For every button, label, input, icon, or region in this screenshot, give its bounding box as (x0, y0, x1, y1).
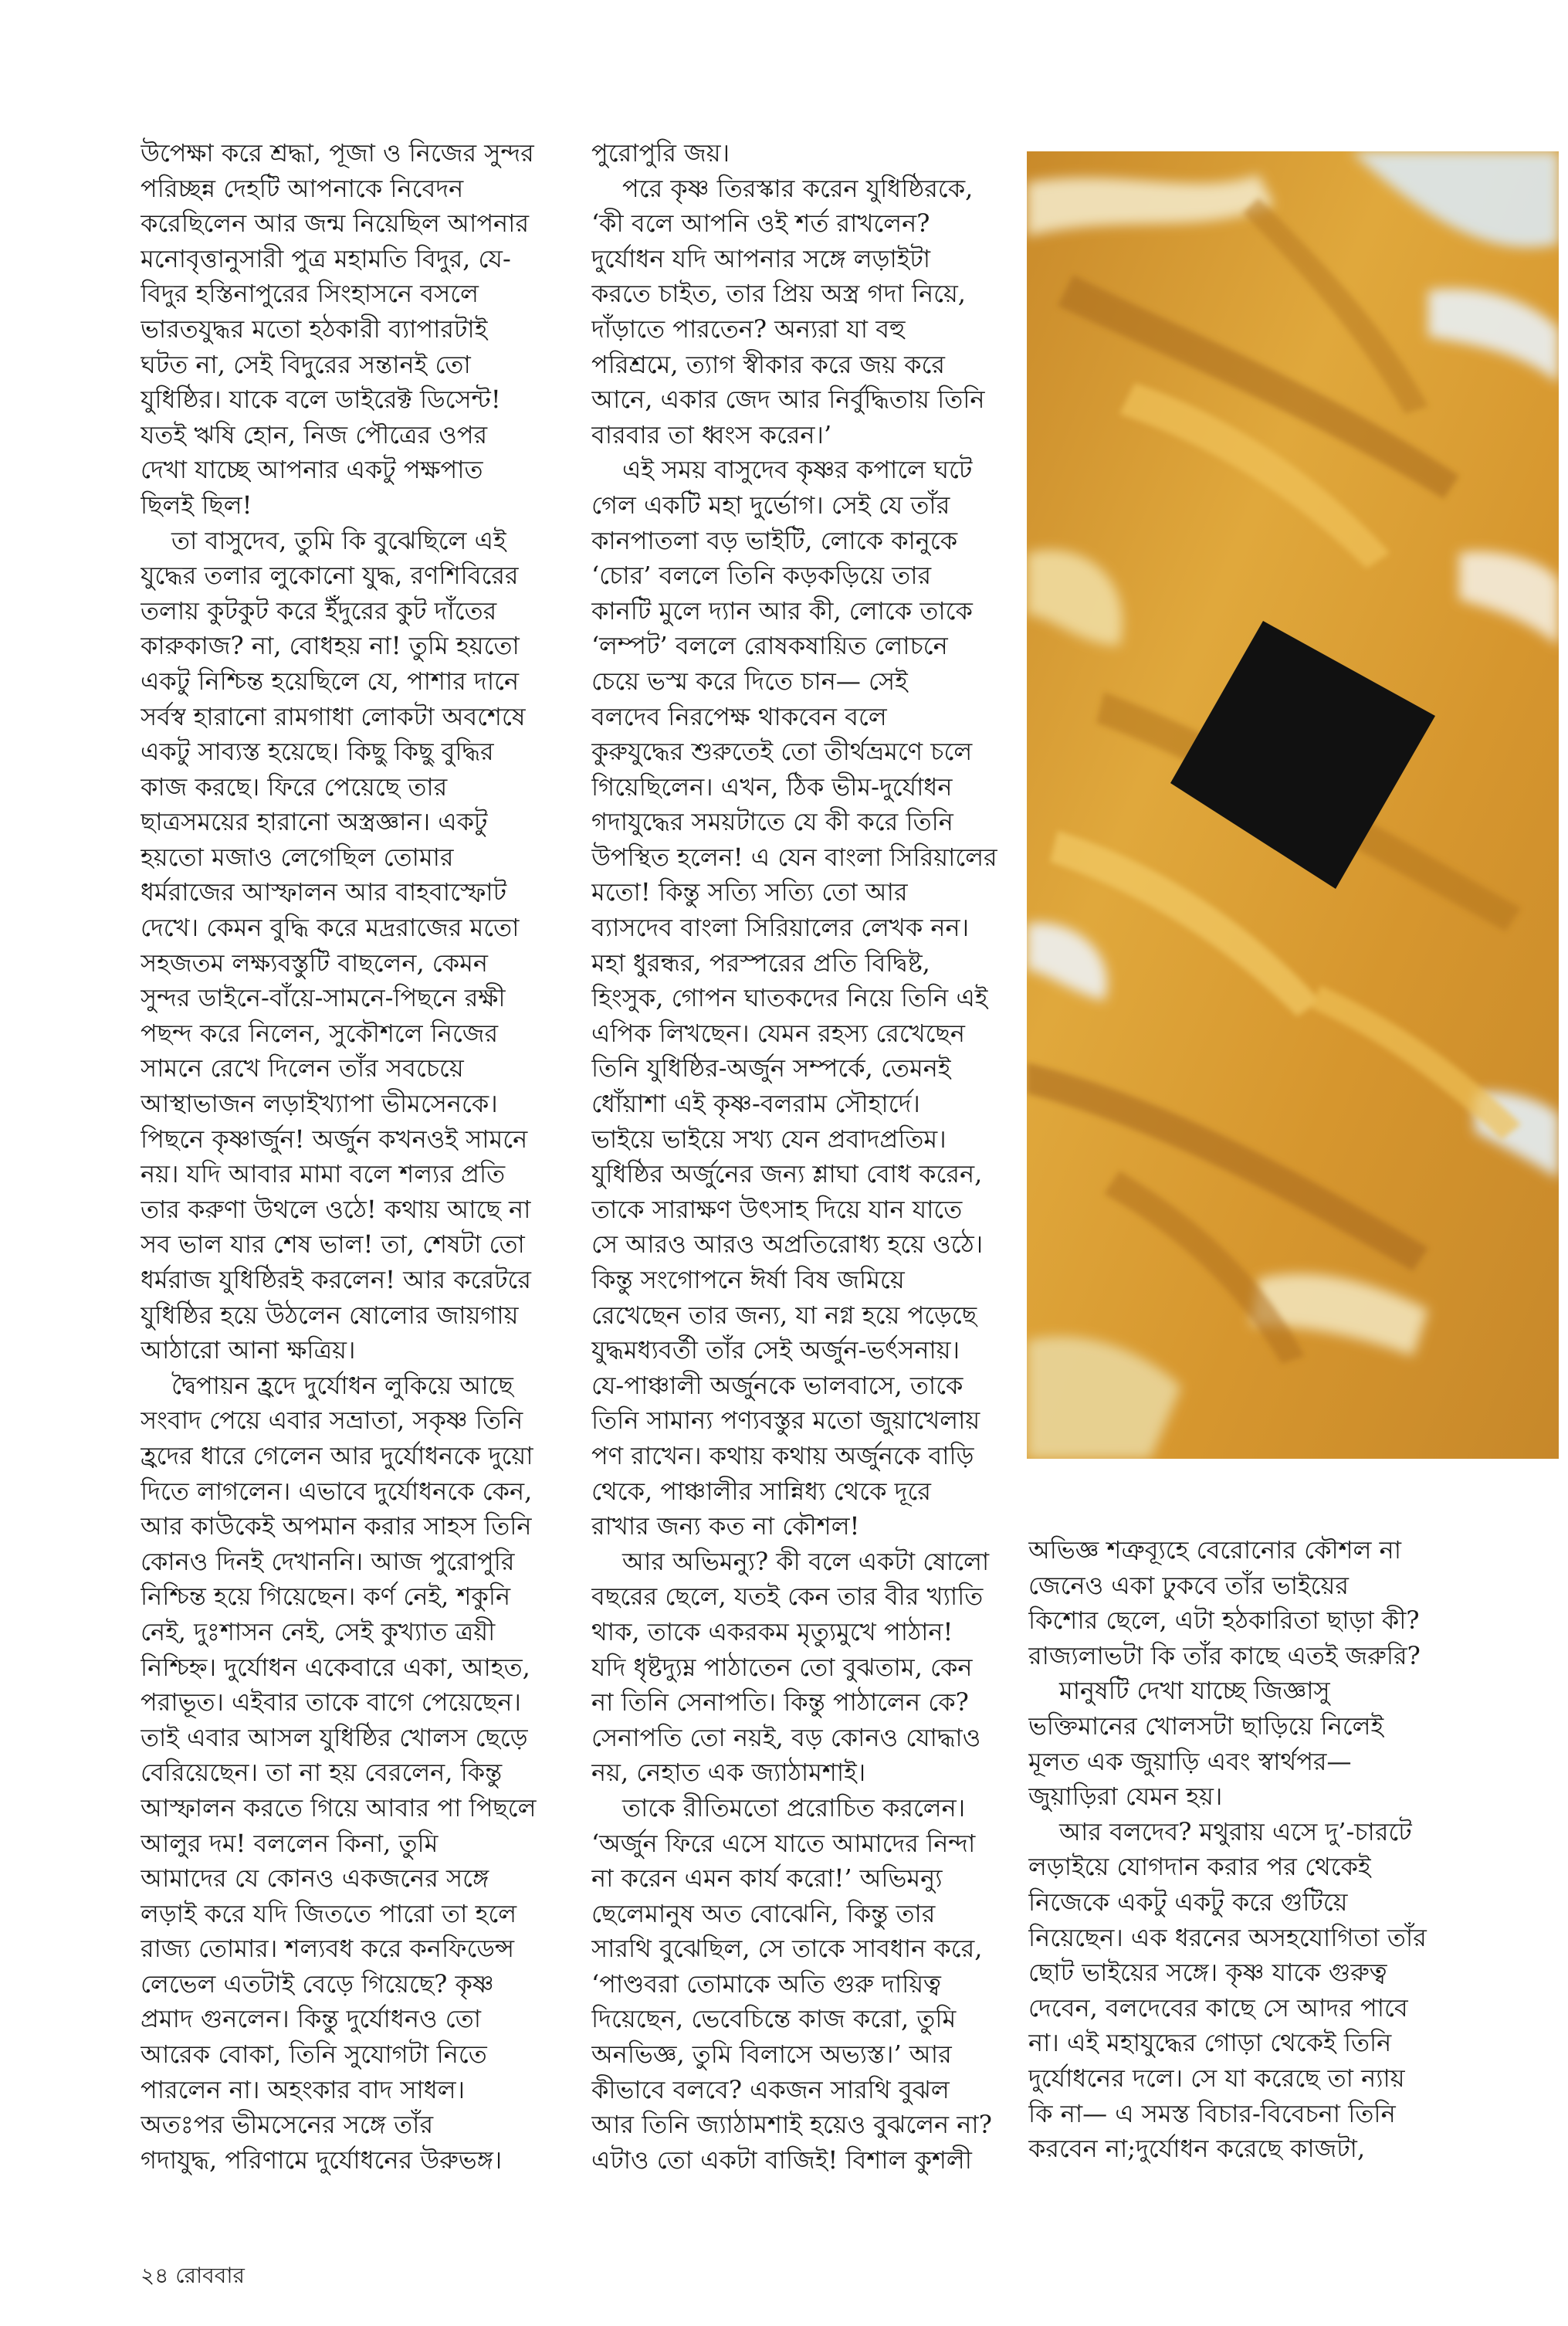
text-line: আর বলদেব? মথুরায় এসে দু’-চারটে (1059, 1816, 1412, 1846)
text-line: দিয়েছেন, ভেবেচিন্তে কাজ করো, তুমি (591, 2004, 957, 2034)
text-line: একটু নিশ্চিন্ত হয়েছিলে যে, পাশার দানে (141, 666, 520, 696)
text-line: সব ভাল যার শেষ ভাল! তা, শেষটা তো (141, 1229, 525, 1260)
text-line: তাই এবার আসল যুধিষ্ঠির খোলস ছেড়ে (141, 1722, 528, 1752)
text-line: দুর্যোধনের দলে। সে যা করেছে তা ন্যায় (1028, 2063, 1405, 2093)
text-line: আমাদের যে কোনও একজনের সঙ্গে (141, 1863, 489, 1894)
text-line: যদি ধৃষ্টদ্যুম্ন পাঠাতেন তো বুঝতাম, কেন (591, 1652, 973, 1682)
text-line: অভিজ্ঞ শত্রুব্যূহে বেরোনোর কৌশল না (1028, 1535, 1401, 1565)
text-line: না তিনি সেনাপতি। কিন্তু পাঠালেন কে? (591, 1687, 969, 1717)
text-line: রাখার জন্য কত না কৌশল! (591, 1511, 860, 1541)
text-line: ‘পাণ্ডবরা তোমাকে অতি গুরু দায়িত্ব (591, 1968, 941, 1999)
text-line: ছিলই ছিল! (141, 490, 252, 520)
text-line: গদাযুদ্ধের সময়টাতে যে কী করে তিনি (591, 807, 953, 837)
text-line: পুরোপুরি জয়। (591, 138, 730, 168)
article-column-1 (141, 136, 573, 2178)
text-line: পরাভূত। এইবার তাকে বাগে পেয়েছেন। (141, 1687, 521, 1717)
text-line: ভারতযুদ্ধর মতো হঠকারী ব্যাপারটাই (141, 314, 488, 344)
text-line: দাঁড়াতে পারতেন? অন্যরা যা বহু (591, 314, 906, 344)
text-line: ‘অর্জুন ফিরে এসে যাতে আমাদের নিন্দা (591, 1828, 976, 1858)
text-line: থাক, তাকে একরকম মৃত্যুমুখে পাঠান! (591, 1616, 953, 1646)
abstract-painting-illustration (1027, 151, 1559, 1459)
text-line: যুধিষ্ঠির। যাকে বলে ডাইরেক্ট ডিসেন্ট! (141, 385, 501, 415)
text-line: এই সময় বাসুদেব কৃষ্ণর কপালে ঘটে (622, 455, 973, 485)
text-line: কি না— এ সমস্ত বিচার-বিবেচনা তিনি (1028, 2098, 1396, 2128)
text-line: জুয়াড়িরা যেমন হয়। (1028, 1782, 1223, 1812)
text-line: ছেলেমানুষ অত বোঝেনি, কিন্তু তার (591, 1898, 936, 1928)
text-line: নিশ্চিন্ত হয়ে গিয়েছেন। কর্ণ নেই, শকুনি (141, 1582, 511, 1612)
text-line: যুধিষ্ঠির হয়ে উঠলেন ষোলোর জায়গায় (141, 1300, 519, 1330)
text-line: কাজ করছে। ফিরে পেয়েছে তার (141, 771, 448, 802)
text-line: লড়াইয়ে যোগদান করার পর থেকেই (1028, 1852, 1371, 1882)
text-line: কীভাবে বলবে? একজন সারথি বুঝল (591, 2074, 950, 2104)
text-line: রাজ্য তোমার। শল্যবধ করে কনফিডেন্স (141, 1934, 515, 1964)
text-line: নিশ্চিহ্ন। দুর্যোধন একেবারে একা, আহত, (141, 1652, 530, 1682)
text-line: কারুকাজ? না, বোধহয় না! তুমি হয়তো (141, 631, 520, 661)
text-line: ‘কী বলে আপনি ওই শর্ত রাখলেন? (591, 209, 930, 239)
text-line: নিয়েছেন। এক ধরনের অসহযোগিতা তাঁর (1028, 1922, 1427, 1952)
text-line: কিন্তু সংগোপনে ঈর্ষা বিষ জমিয়ে (591, 1265, 905, 1294)
painting-canvas (1027, 151, 1559, 1459)
text-line: ধোঁয়াশা এই কৃষ্ণ-বলরাম সৌহার্দে। (591, 1089, 920, 1119)
text-line: যুদ্ধমধ্যবর্তী তাঁর সেই অর্জুন-ভর্ৎসনায়। (591, 1335, 960, 1365)
text-line: বছরের ছেলে, যতই কেন তার বীর খ্যাতি (591, 1582, 984, 1612)
text-line: অতঃপর ভীমসেনের সঙ্গে তাঁর (141, 2110, 434, 2140)
page-folio: ২৪ রোববার (141, 2263, 245, 2288)
text-line: বিদুর হস্তিনাপুরের সিংহাসনে বসলে (141, 279, 479, 309)
text-line: ধর্মরাজ যুধিষ্ঠিরই করলেন! আর করেটরে (141, 1265, 531, 1294)
text-line: সংবাদ পেয়ে এবার সভ্রাতা, সকৃষ্ণ তিনি (141, 1405, 523, 1436)
text-line: আরেক বোকা, তিনি সুযোগটা নিতে (141, 2039, 487, 2070)
text-line: ছাত্রসময়ের হারানো অস্ত্রজ্ঞান। একটু (141, 807, 488, 837)
text-line: তার করুণা উথলে ওঠে! কথায় আছে না (141, 1194, 531, 1224)
text-line: পারলেন না। অহংকার বাদ সাধল। (141, 2074, 466, 2104)
text-line: রাজ্যলাভটা কি তাঁর কাছে এতই জরুরি? (1028, 1640, 1421, 1670)
text-line: মূলত এক জুয়াড়ি এবং স্বার্থপর— (1028, 1746, 1352, 1776)
text-line: ‘চোর’ বললে তিনি কড়কড়িয়ে তার (591, 561, 932, 591)
text-line: পণ রাখেন। কথায় কথায় অর্জুনকে বাড়ি (591, 1440, 974, 1470)
text-line: কানটি মুলে দ্যান আর কী, লোকে তাকে (591, 595, 973, 626)
text-line: যে-পাঞ্চালী অর্জুনকে ভালবাসে, তাকে (591, 1370, 963, 1400)
text-line: করেছিলেন আর জন্ম নিয়েছিল আপনার (141, 209, 530, 239)
text-line: দিতে লাগলেন। এভাবে দুর্যোধনকে কেন, (141, 1476, 533, 1506)
text-line: দুর্যোধন যদি আপনার সঙ্গে লড়াইটা (591, 243, 931, 273)
text-line: আলুর দম! বললেন কিনা, তুমি (141, 1828, 439, 1858)
text-line: না। এই মহাযুদ্ধের গোড়া থেকেই তিনি (1028, 2028, 1392, 2058)
text-line: তা বাসুদেব, তুমি কি বুঝেছিলে এই (171, 525, 506, 555)
text-line: গিয়েছিলেন। এখন, ঠিক ভীম-দুর্যোধন (591, 771, 953, 802)
text-line: আস্ফালন করতে গিয়ে আবার পা পিছলে (141, 1792, 537, 1822)
text-line: পছন্দ করে নিলেন, সুকৌশলে নিজের (141, 1018, 499, 1048)
text-line: হ্রদের ধারে গেলেন আর দুর্যোধনকে দুয়ো (141, 1440, 533, 1470)
text-line: এপিক লিখছেন। যেমন রহস্য রেখেছেন (591, 1018, 966, 1048)
text-line: পিছনে কৃষ্ণার্জুন! অর্জুন কখনওই সামনে (141, 1124, 528, 1154)
text-line: ভাইয়ে ভাইয়ে সখ্য যেন প্রবাদপ্রতিম। (591, 1124, 947, 1154)
text-line: তিনি যুধিষ্ঠির-অর্জুন সম্পর্কে, তেমনই (591, 1053, 951, 1083)
text-line: হয়তো মজাও লেগেছিল তোমার (141, 842, 454, 872)
text-line: পরিশ্রমে, ত্যাগ স্বীকার করে জয় করে (591, 349, 946, 379)
text-line: মনোবৃত্তানুসারী পুত্র মহামতি বিদুর, যে- (141, 243, 511, 273)
text-line: লেভেল এতটাই বেড়ে গিয়েছে? কৃষ্ণ (141, 1968, 494, 1999)
text-line: সারথি বুঝেছিল, সে তাকে সাবধান করে, (591, 1934, 983, 1964)
article-column-2 (591, 136, 1024, 2178)
text-line: উপস্থিত হলেন! এ যেন বাংলা সিরিয়ালের (591, 842, 997, 872)
text-line: সামনে রেখে দিলেন তাঁর সবচেয়ে (141, 1053, 464, 1083)
text-line: যুধিষ্ঠির অর্জুনের জন্য শ্লাঘা বোধ করেন, (591, 1159, 983, 1189)
text-line: গেল একটি মহা দুর্ভোগ। সেই যে তাঁর (591, 490, 950, 520)
text-line: থেকে, পাঞ্চালীর সান্নিধ্য থেকে দূরে (591, 1476, 931, 1506)
text-line: করবেন না;দুর্যোধন করেছে কাজটা, (1028, 2134, 1366, 2164)
text-line: ‘লম্পট’ বললে রোষকষায়িত লোচনে (591, 631, 948, 661)
text-line: করতে চাইত, তার প্রিয় অস্ত্র গদা নিয়ে, (591, 279, 966, 309)
text-line: বেরিয়েছেন। তা না হয় বেরলেন, কিন্তু (141, 1758, 503, 1788)
text-line: যুদ্ধের তলার লুকোনো যুদ্ধ, রণশিবিরের (141, 561, 519, 591)
text-line: আর কাউকেই অপমান করার সাহস তিনি (141, 1511, 532, 1541)
text-line: সুন্দর ডাইনে-বাঁয়ে-সামনে-পিছনে রক্ষী (141, 983, 506, 1013)
text-line: নয়। যদি আবার মামা বলে শল্যর প্রতি (141, 1159, 506, 1189)
text-line: সহজতম লক্ষ্যবস্তুটি বাছলেন, কেমন (141, 948, 489, 978)
text-line: কিশোর ছেলে, এটা হঠকারিতা ছাড়া কী? (1028, 1605, 1420, 1636)
text-line: সে আরও আরও অপ্রতিরোধ্য হয়ে ওঠে। (591, 1229, 984, 1260)
text-line: তিনি সামান্য পণ্যবস্তুর মতো জুয়াখেলায় (591, 1405, 980, 1436)
text-line: আঠারো আনা ক্ষত্রিয়। (141, 1335, 356, 1365)
text-line: মতো! কিন্তু সত্যি সত্যি তো আর (591, 877, 908, 907)
text-line: সেনাপতি তো নয়ই, বড় কোনও যোদ্ধাও (591, 1722, 981, 1752)
text-line: বারবার তা ধ্বংস করেন।’ (591, 419, 832, 449)
text-line: তাকে সারাক্ষণ উৎসাহ দিয়ে যান যাতে (591, 1194, 963, 1224)
text-line: দেবেন, বলদেবের কাছে সে আদর পাবে (1028, 1992, 1408, 2023)
article-column-3 (1028, 1533, 1461, 2167)
text-line: বলদেব নিরপেক্ষ থাকবেন বলে (591, 701, 887, 731)
text-line: ভক্তিমানের খোলসটা ছাড়িয়ে নিলেই (1028, 1711, 1384, 1741)
text-line: আস্থাভাজন লড়াইখ্যাপা ভীমসেনকে। (141, 1089, 498, 1119)
text-line: উপেক্ষা করে শ্রদ্ধা, পূজা ও নিজের সুন্দর (141, 138, 534, 168)
text-line: মানুষটি দেখা যাচ্ছে জিজ্ঞাসু (1059, 1676, 1330, 1706)
text-line: হিংসুক, গোপন ঘাতকদের নিয়ে তিনি এই (591, 983, 988, 1013)
text-line: তলায় কুটকুট করে ইঁদুরের কুট দাঁতের (141, 595, 497, 626)
text-line: গদাযুদ্ধ, পরিণামে দুর্যোধনের উরুভঙ্গ। (141, 2145, 503, 2175)
text-line: দেখে। কেমন বুদ্ধি করে মদ্ররাজের মতো (141, 913, 520, 943)
text-line: লড়াই করে যদি জিততে পারো তা হলে (141, 1898, 517, 1928)
text-line: ঘটত না, সেই বিদুরের সন্তানই তো (141, 349, 471, 379)
text-line: জেনেও একা ঢুকবে তাঁর ভাইয়ের (1028, 1570, 1349, 1600)
text-line: কানপাতলা বড় ভাইটি, লোকে কানুকে (591, 525, 958, 555)
text-line: এটাও তো একটা বাজিই! বিশাল কুশলী (591, 2145, 972, 2175)
text-line: ছোট ভাইয়ের সঙ্গে। কৃষ্ণ যাকে গুরুত্ব (1028, 1958, 1387, 1988)
text-line: আর অভিমন্যু? কী বলে একটা ষোলো (622, 1546, 990, 1576)
text-line: চেয়ে ভস্ম করে দিতে চান— সেই (591, 666, 908, 696)
text-line: অনভিজ্ঞ, তুমি বিলাসে অভ্যস্ত।’ আর (591, 2039, 952, 2070)
text-line: আনে, একার জেদ আর নির্বুদ্ধিতায় তিনি (591, 385, 985, 415)
text-line: নিজেকে একটু একটু করে গুটিয়ে (1028, 1887, 1348, 1917)
text-line: ধর্মরাজের আস্ফালন আর বাহবাস্ফোট (141, 877, 507, 907)
text-line: মহা ধুরন্ধর, পরস্পরের প্রতি বিদ্বিষ্ট, (591, 948, 930, 978)
text-line: নেই, দুঃশাসন নেই, সেই কুখ্যাত ত্রয়ী (141, 1616, 496, 1646)
text-line: দেখা যাচ্ছে আপনার একটু পক্ষপাত (141, 455, 483, 485)
text-line: আর তিনি জ্যাঠামশাই হয়েও বুঝলেন না? (591, 2110, 992, 2140)
text-line: নয়, নেহাত এক জ্যাঠামশাই। (591, 1758, 866, 1788)
text-line: সর্বস্ব হারানো রামগাধা লোকটা অবশেষে (141, 701, 526, 731)
text-line: যতই ঋষি হোন, নিজ পৌত্রের ওপর (141, 419, 488, 449)
text-line: প্রমাদ গুনলেন। কিন্তু দুর্যোধনও তো (141, 2004, 481, 2034)
text-line: কোনও দিনই দেখাননি। আজ পুরোপুরি (141, 1546, 515, 1576)
text-line: একটু সাব্যস্ত হয়েছে। কিছু কিছু বুদ্ধির (141, 737, 494, 767)
text-line: তাকে রীতিমতো প্ররোচিত করলেন। (622, 1792, 966, 1822)
text-line: ব্যাসদেব বাংলা সিরিয়ালের লেখক নন। (591, 913, 970, 943)
text-line: পরিচ্ছন্ন দেহটি আপনাকে নিবেদন (141, 173, 464, 203)
text-line: পরে কৃষ্ণ তিরস্কার করেন যুধিষ্ঠিরকে, (622, 173, 974, 203)
text-line: দ্বৈপায়ন হ্রদে দুর্যোধন লুকিয়ে আছে (171, 1370, 513, 1400)
text-line: না করেন এমন কার্য করো!’ অভিমন্যু (591, 1863, 943, 1894)
text-line: রেখেছেন তার জন্য, যা নগ্ন হয়ে পড়েছে (591, 1300, 977, 1330)
text-line: কুরুযুদ্ধের শুরুতেই তো তীর্থভ্রমণে চলে (591, 737, 973, 767)
